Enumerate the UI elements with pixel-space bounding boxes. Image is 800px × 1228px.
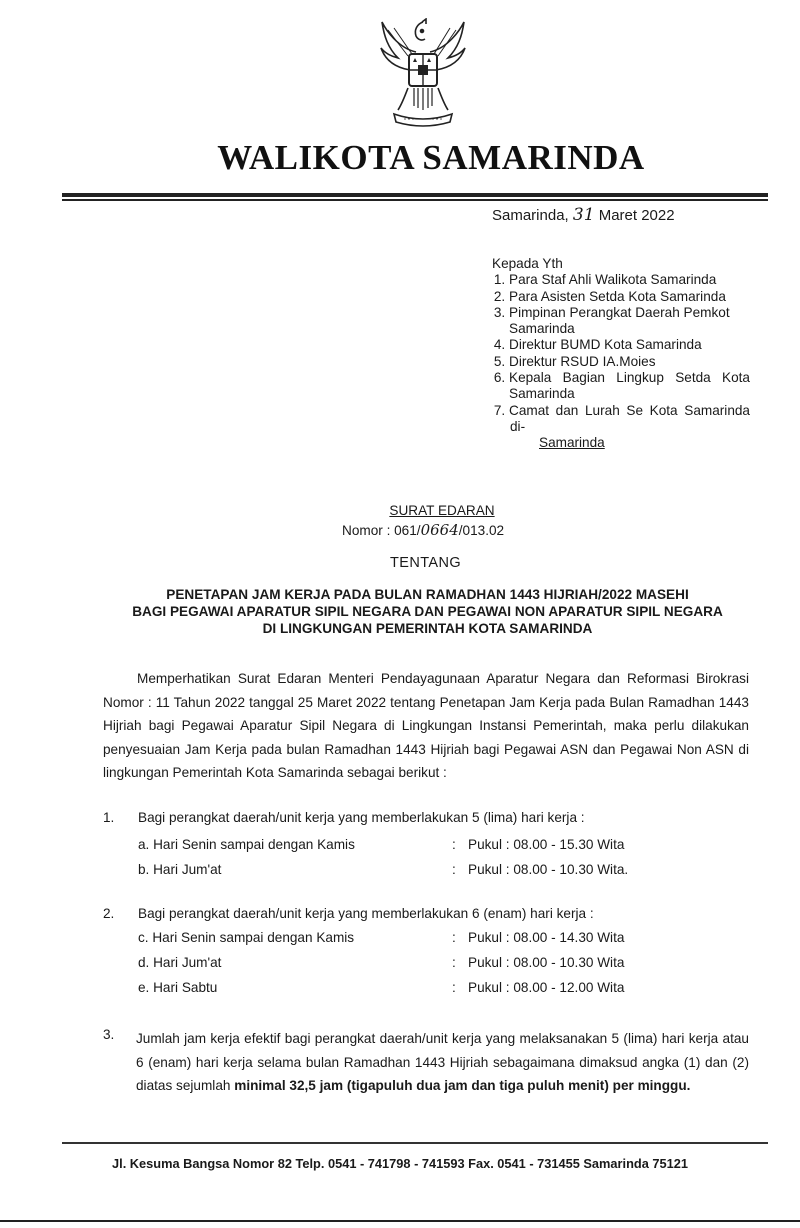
tentang-heading: TENTANG <box>390 555 462 571</box>
item3-paragraph <box>136 1027 749 1098</box>
item-intro: Bagi perangkat daerah/unit kerja yang memberlakukan 6 (enam) hari kerja : <box>138 906 594 921</box>
schedule-label: b. Hari Jum'at <box>138 862 222 877</box>
letter-number-prefix: Nomor : 061/ <box>342 523 421 538</box>
schedule-colon: : <box>452 930 456 945</box>
page-bottom-edge <box>0 1220 800 1222</box>
footer-address: Jl. Kesuma Bangsa Nomor 82 Telp. 0541 - 741798 - 741593 Fax. 0541 - 731455 Samarinda 75121 <box>112 1156 688 1171</box>
date-day-handwritten: 31 <box>572 205 595 225</box>
recipient-item: 6. Kepala Bagian Lingkup Setda Kota Samarinda <box>509 370 750 403</box>
date-month-year: Maret 2022 <box>598 207 675 224</box>
place-date <box>492 205 675 225</box>
item-number: 1. <box>103 810 115 825</box>
recipients-list <box>492 272 750 419</box>
recipients-di: di- <box>510 418 526 434</box>
schedule-label: a. Hari Senin sampai dengan Kamis <box>138 837 355 852</box>
date-place: Samarinda, <box>492 207 569 224</box>
letter-subject <box>100 586 755 637</box>
recipient-item: 1. Para Staf Ahli Walikota Samarinda <box>509 272 750 288</box>
subject-line: BAGI PEGAWAI APARATUR SIPIL NEGARA DAN PEGAWAI NON APARATUR SIPIL NEGARA <box>132 604 723 619</box>
letterhead-divider-thick <box>62 193 768 197</box>
schedule-label: d. Hari Jum'at <box>138 955 222 970</box>
recipient-item: 4. Direktur BUMD Kota Samarinda <box>509 337 750 353</box>
letter-type: SURAT EDARAN <box>389 503 495 518</box>
schedule-colon: : <box>452 980 456 995</box>
schedule-time: Pukul : 08.00 - 15.30 Wita <box>468 837 625 852</box>
item-intro: Bagi perangkat daerah/unit kerja yang memberlakukan 5 (lima) hari kerja : <box>138 810 585 825</box>
recipient-item: 5. Direktur RSUD IA.Moies <box>509 354 750 370</box>
recipient-item: 7. Camat dan Lurah Se Kota Samarinda <box>509 403 750 419</box>
letter-number-handwritten: 0664 <box>420 521 459 539</box>
schedule-time: Pukul : 08.00 - 12.00 Wita <box>468 980 625 995</box>
schedule-colon: : <box>452 837 456 852</box>
recipient-item: 2. Para Asisten Setda Kota Samarinda <box>509 289 750 305</box>
subject-line: DI LINGKUNGAN PEMERINTAH KOTA SAMARINDA <box>262 621 593 636</box>
item3-text: Jumlah jam kerja efektif bagi perangkat daerah/unit kerja yang melaksanakan 5 (lima) hari kerja atau 6 (enam) hari kerja selama bulan Ramadhan 1443 Hijriah sebagaimana dimaksud angka (1) dan (2) diatas sejumlah <box>136 1031 749 1093</box>
intro-paragraph: Memperhatikan Surat Edaran Menteri Pendayagunaan Aparatur Negara dan Reformasi Birokrasi Nomor : 11 Tahun 2022 tanggal 25 Maret 2022 tentang Penetapan Jam Kerja pada Bulan Ramadhan 1443 Hijriah bagi Pegawai Aparatur Sipil Negara di Lingkungan Instansi Pemerintah, maka perlu dilakukan penyesuaian Jam Kerja pada bulan Ramadhan 1443 Hijriah bagi Pegawai ASN dan Pegawai Non ASN di lingkungan Pemerintah Kota Samarinda sebagai berikut : <box>103 671 749 780</box>
schedule-colon: : <box>452 862 456 877</box>
letterhead-divider-thin <box>62 199 768 201</box>
letterhead-title: WALIKOTA SAMARINDA <box>217 138 645 177</box>
letter-number <box>342 521 504 539</box>
footer-divider <box>62 1142 768 1144</box>
garuda-emblem-icon <box>378 18 468 134</box>
schedule-time: Pukul : 08.00 - 10.30 Wita. <box>468 862 629 877</box>
schedule-label: c. Hari Senin sampai dengan Kamis <box>138 930 355 945</box>
item-number: 2. <box>103 906 115 921</box>
schedule-time: Pukul : 08.00 - 10.30 Wita <box>468 955 625 970</box>
item-number: 3. <box>103 1027 115 1042</box>
letter-number-suffix: /013.02 <box>458 523 505 538</box>
schedule-label: e. Hari Sabtu <box>138 980 218 995</box>
recipients-block <box>492 256 750 452</box>
recipient-item: 3. Pimpinan Perangkat Daerah Pemkot Samarinda <box>509 305 750 338</box>
schedule-time: Pukul : 08.00 - 14.30 Wita <box>468 930 625 945</box>
recipients-place: Samarinda <box>539 435 605 451</box>
schedule-colon: : <box>452 955 456 970</box>
subject-line: PENETAPAN JAM KERJA PADA BULAN RAMADHAN 1443 HIJRIAH/2022 MASEHI <box>166 587 689 602</box>
item3-bold-text: minimal 32,5 jam (tigapuluh dua jam dan tiga puluh menit) per minggu. <box>234 1078 691 1093</box>
recipients-header: Kepada Yth <box>492 256 563 271</box>
